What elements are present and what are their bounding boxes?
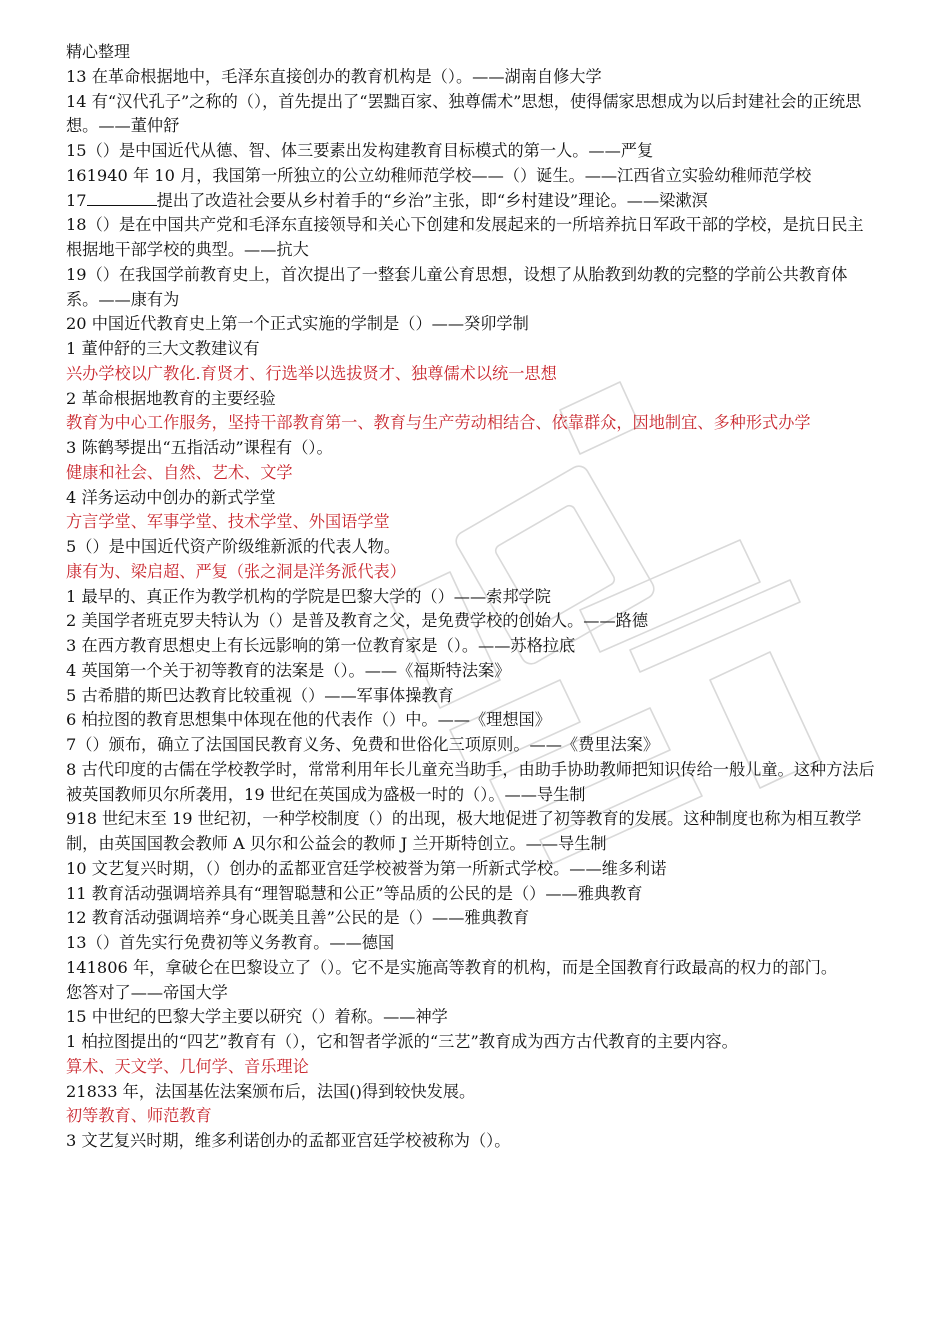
question-line: 5（）是中国近代资产阶级维新派的代表人物。 [66, 537, 401, 556]
question-line: 5 古希腊的斯巴达教育比较重视（）——军事体操教育 [66, 685, 454, 705]
answer-line: 健康和社会、自然、艺术、文学 [66, 462, 293, 482]
question-line: 2 美国学者班克罗夫特认为（）是普及教育之父，是免费学校的创始人。——路德 [66, 611, 649, 631]
answer-line: 康有为、梁启超、严复（张之洞是洋务派代表） [66, 561, 406, 581]
question-line: 8 古代印度的古儒在学校教学时，常常利用年长儿童充当助手，由助手协助教师把知识传给一般儿童。这种方法后被英国教师贝尔所袭用，19 世纪在英国成为盛极一时的（）。——导生制 [66, 759, 875, 804]
answer-line: 初等教育、师范教育 [66, 1106, 212, 1126]
question-line: 11 教育活动强调培养具有“理智聪慧和公正”等品质的公民的是（）——雅典教育 [66, 883, 643, 903]
question-line: 3 文艺复兴时期，维多利诺创办的孟都亚宫廷学校被称为（）。 [66, 1131, 511, 1150]
question-line: 14 有“汉代孔子”之称的（），首先提出了“罢黜百家、独尊儒术”思想，使得儒家思想成为以后封建社会的正统思想。——董仲舒 [66, 91, 862, 136]
question-line: 15 中世纪的巴黎大学主要以研究（）着称。——神学 [66, 1007, 448, 1027]
question-line: 1 柏拉图提出的“四艺”教育有（），它和智者学派的“三艺”教育成为西方古代教育的主要内容。 [66, 1032, 738, 1051]
question-line: 141806 年，拿破仑在巴黎设立了（）。它不是实施高等教育的机构，而是全国教育行政最高的权力的部门。 [66, 957, 838, 977]
question-line: 7（）颁布，确立了法国国民教育义务、免费和世俗化三项原则。——《费里法案》 [66, 735, 660, 754]
question-line: 4 洋务运动中创办的新式学堂 [66, 487, 276, 507]
question-line: 3 在西方教育思想史上有长远影响的第一位教育家是（）。——苏格拉底 [66, 636, 576, 655]
question-line: 918 世纪末至 19 世纪初，一种学校制度（）的出现，极大地促进了初等教育的发展。这种制度也称为相互教学制，由英国国教会教师 A 贝尔和公益会的教师 J 兰开斯特创立。——导生制 [66, 809, 862, 853]
question-line: 20 中国近代教育史上第一个正式实施的学制是（）——癸卯学制 [66, 314, 529, 334]
fill-blank [87, 189, 157, 206]
answer-line: 算术、天文学、几何学、音乐理论 [66, 1056, 309, 1076]
question-line: 1 董仲舒的三大文教建议有 [66, 339, 260, 358]
question-line: 18（）是在中国共产党和毛泽东直接领导和关心下创建和发展起来的一所培养抗日军政干部的学校，是抗日民主根据地干部学校的典型。——抗大 [66, 215, 864, 259]
answer-line: 方言学堂、军事学堂、技术学堂、外国语学堂 [66, 512, 390, 532]
question-line: 161940 年 10 月，我国第一所独立的公立幼稚师范学校——（）诞生。——江西省立实验幼稚师范学校 [66, 165, 812, 185]
question-line: 19（）在我国学前教育史上，首次提出了一整套儿童公育思想，设想了从胎教到幼教的完整的学前公共教育体系。——康有为 [66, 264, 848, 309]
question-line: 3 陈鹤琴提出“五指活动”课程有（）。 [66, 438, 333, 457]
question-line: 15（）是中国近代从德、智、体三要素出发构建教育目标模式的第一人。——严复 [66, 141, 654, 160]
question-line: 12 教育活动强调培养“身心既美且善”公民的是（）——雅典教育 [66, 908, 530, 928]
document-page [66, 40, 878, 1154]
question-line-with-blank [66, 189, 878, 214]
answer-line: 兴办学校以广教化.育贤才、行选举以选拔贤才、独尊儒术以统一思想 [66, 363, 557, 383]
question-line: 21833 年，法国基佐法案颁布后，法国()得到较快发展。 [66, 1081, 476, 1101]
question-line: 4 英国第一个关于初等教育的法案是（）。——《福斯特法案》 [66, 660, 511, 680]
question-line: 6 柏拉图的教育思想集中体现在他的代表作（）中。——《理想国》 [66, 710, 551, 730]
question-number: 17 [66, 190, 87, 210]
question-line: 13（）首先实行免费初等义务教育。——德国 [66, 933, 395, 952]
question-line: 您答对了——帝国大学 [66, 982, 228, 1002]
document-header: 精心整理 [66, 42, 131, 61]
question-text: 提出了改造社会要从乡村着手的“乡治”主张，即“乡村建设”理论。——梁漱溟 [156, 190, 708, 210]
question-line: 10 文艺复兴时期，（）创办的孟都亚宫廷学校被誉为第一所新式学校。——维多利诺 [66, 858, 667, 878]
question-line: 13 在革命根据地中，毛泽东直接创办的教育机构是（）。——湖南自修大学 [66, 66, 602, 86]
question-line: 1 最早的、真正作为教学机构的学院是巴黎大学的（）——索邦学院 [66, 586, 551, 606]
answer-line: 教育为中心工作服务，坚持干部教育第一、教育与生产劳动相结合、依靠群众，因地制宜、多种形式办学 [66, 413, 811, 433]
question-line: 2 革命根据地教育的主要经验 [66, 388, 276, 408]
